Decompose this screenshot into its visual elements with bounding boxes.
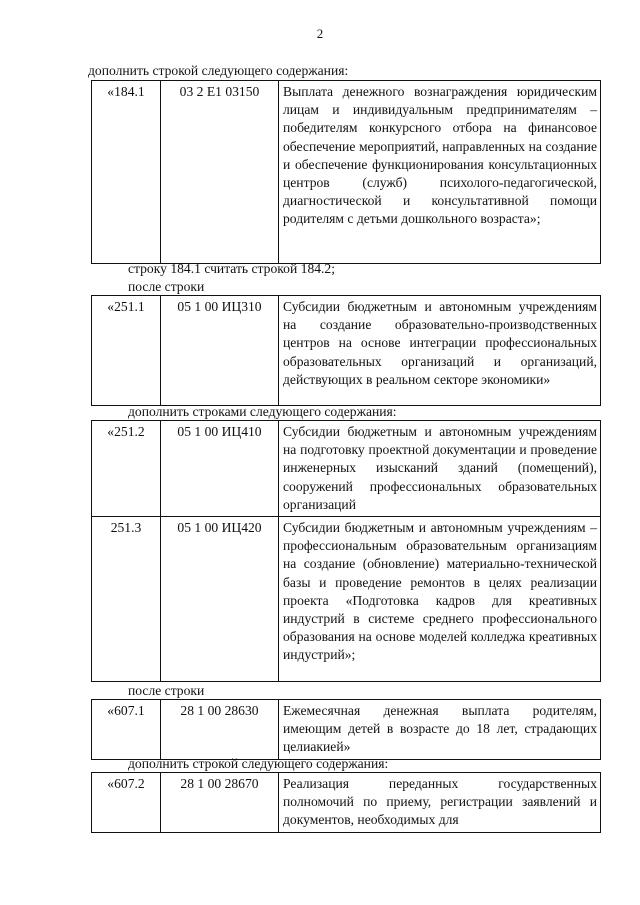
row-code: 28 1 00 28630 xyxy=(161,700,279,760)
row-number: 251.3 xyxy=(92,517,161,682)
table-row-251-1 xyxy=(91,295,601,406)
table-row-607-1 xyxy=(91,699,601,760)
row-number: «251.1 xyxy=(92,296,161,406)
row-text: Субсидии бюджетным и автономным учреждениям на создание образовательно-производственных центров на основе интеграции профессиональных образовательных организаций и организаций, действующих в реальном секторе экономики» xyxy=(279,296,601,406)
table-row xyxy=(92,81,601,264)
row-code: 28 1 00 28670 xyxy=(161,773,279,833)
row-text: Выплата денежного вознаграждения юридическим лицам и индивидуальным предпринимателям – победителям конкурсного отбора на финансовое обеспечение мероприятий, направленных на создание и обеспечение функционирования консультационных центров (служб) психолого-педагогической, диагностической и консультативной помощи родителям с детьми дошкольного возраста»; xyxy=(279,81,601,264)
after-line-2: после строки xyxy=(128,683,205,698)
row-code: 05 1 00 ИЦ410 xyxy=(161,421,279,517)
table-row xyxy=(92,296,601,406)
row-number: «607.1 xyxy=(92,700,161,760)
row-text: Ежемесячная денежная выплата родителям, имеющим детей в возрасте до 18 лет, страдающих целиакией» xyxy=(279,700,601,760)
intro-line-1: дополнить строкой следующего содержания: xyxy=(88,63,349,78)
row-number: «251.2 xyxy=(92,421,161,517)
row-number: «184.1 xyxy=(92,81,161,264)
intro-line-2: дополнить строками следующего содержания: xyxy=(128,404,397,419)
row-text: Реализация переданных государственных полномочий по приему, регистрации заявлений и документов, необходимых для xyxy=(279,773,601,833)
row-text: Субсидии бюджетным и автономным учреждениям – профессиональным образовательным организациям на создание (обновление) материально-технической базы и проведение ремонтов в целях реализации проекта «Подготовка кадров для креативных индустрий в системе среднего профессионального образования на основе моделей колледжа креативных индустрий»; xyxy=(279,517,601,682)
table-row-184-1 xyxy=(91,80,601,264)
table-rows-251-2-3 xyxy=(91,420,601,682)
row-code: 05 1 00 ИЦ310 xyxy=(161,296,279,406)
row-code: 05 1 00 ИЦ420 xyxy=(161,517,279,682)
table-row xyxy=(92,700,601,760)
table-row xyxy=(92,773,601,833)
row-number: «607.2 xyxy=(92,773,161,833)
intro-line-3: дополнить строкой следующего содержания: xyxy=(128,756,389,771)
row-text: Субсидии бюджетным и автономным учреждениям на подготовку проектной документации и проведение инженерных изысканий зданий (помещений), сооружений профессиональных образовательных организаций xyxy=(279,421,601,517)
table-row-607-2 xyxy=(91,772,601,833)
note-line: строку 184.1 считать строкой 184.2; xyxy=(128,261,336,276)
row-code: 03 2 E1 03150 xyxy=(161,81,279,264)
after-line-1: после строки xyxy=(128,279,205,294)
table-row xyxy=(92,421,601,517)
page-number: 2 xyxy=(316,26,324,41)
table-row xyxy=(92,517,601,682)
